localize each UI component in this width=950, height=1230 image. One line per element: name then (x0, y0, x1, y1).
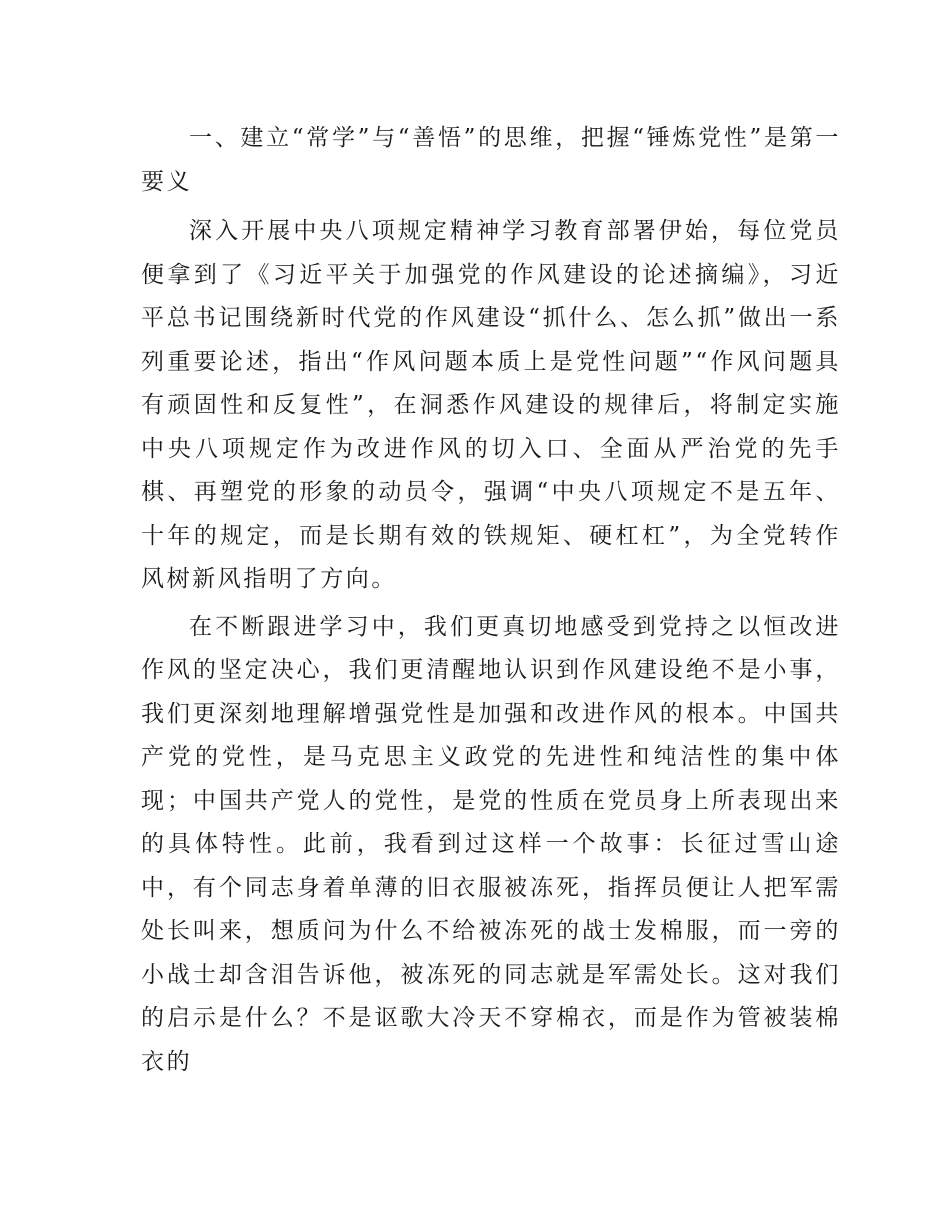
section-heading: 一、建立“常学”与“善悟”的思维，把握“锤炼党性”是第一要义 (141, 125, 841, 195)
paragraph-1: 深入开展中央八项规定精神学习教育部署伊始，每位党员便拿到了《习近平关于加强党的作风建设的论述摘编》，习近平总书记围绕新时代党的作风建设“抓什么、怎么抓”做出一系列重要论述，指出“作风问题本质上是党性问题”“作风问题具有顽固性和反复性”，在洞悉作风建设的规律后，将制定实施中央八项规定作为改进作风的切入口、全面从严治党的先手棋、再塑党的形象的动员令，强调“中央八项规定不是五年、十年的规定，而是长期有效的铁规矩、硬杠杠”，为全党转作风树新风指明了方向。 (141, 218, 841, 592)
document-body (141, 117, 841, 1088)
paragraph-2: 在不断跟进学习中，我们更真切地感受到党持之以恒改进作风的坚定决心，我们更清醒地认识到作风建设绝不是小事，我们更深刻地理解增强党性是加强和改进作风的根本。中国共产党的党性，是马克思主义政党的先进性和纯洁性的集中体现；中国共产党人的党性，是党的性质在党员身上所表现出来的具体特性。此前，我看到过这样一个故事：长征过雪山途中，有个同志身着单薄的旧衣服被冻死，指挥员便让人把军需处长叫来，想质问为什么不给被冻死的战士发棉服，而一旁的小战士却含泪告诉他，被冻死的同志就是军需处长。这对我们的启示是什么？不是讴歌大冷天不穿棉衣，而是作为管被装棉衣的 (141, 613, 841, 1075)
